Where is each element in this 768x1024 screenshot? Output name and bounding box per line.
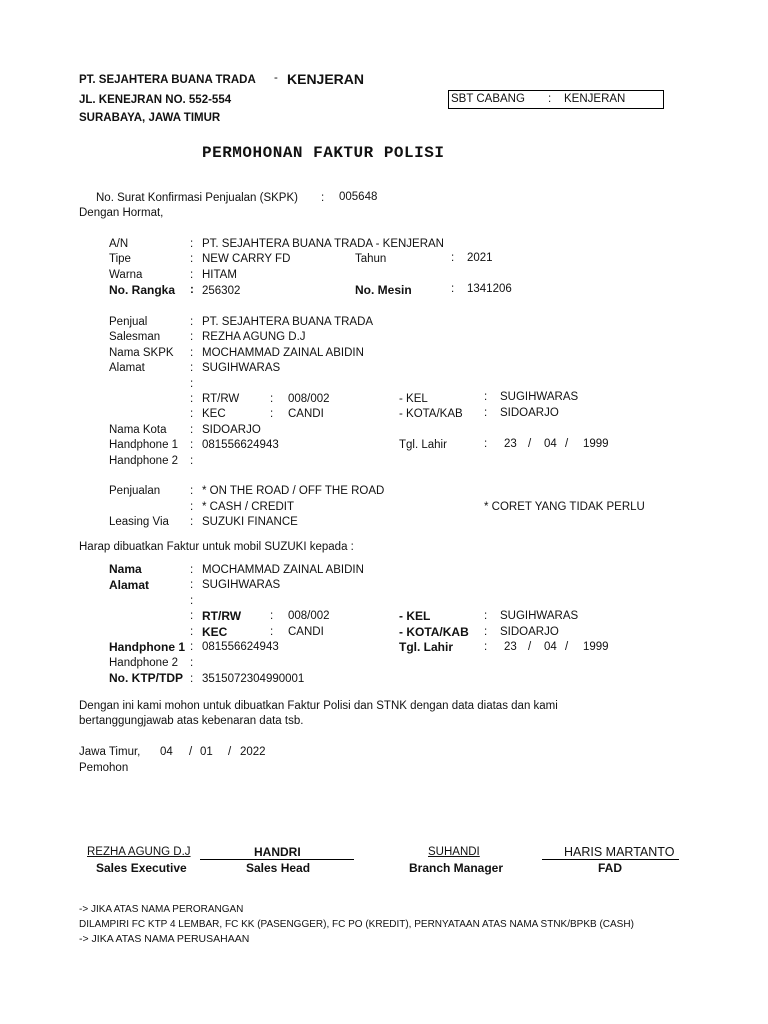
kel-label: - KEL [399, 609, 431, 623]
colon: : [190, 362, 194, 374]
colon: : [190, 641, 194, 653]
date-separator: / [528, 438, 532, 450]
tahun-label: Tahun [355, 253, 387, 265]
ktp-value: 3515072304990001 [202, 673, 305, 685]
nama-label: Nama [109, 562, 142, 576]
greeting: Dengan Hormat, [79, 207, 164, 219]
signature-name-sales-executive: REZHA AGUNG D.J [87, 846, 191, 858]
namakota-value: SIDOARJO [202, 424, 261, 436]
salesman-value: REZHA AGUNG D.J [202, 331, 306, 343]
signature-role-sales-executive: Sales Executive [96, 861, 187, 875]
mesin-label: No. Mesin [355, 283, 412, 297]
warna-value: HITAM [202, 269, 237, 281]
signature-role-sales-head: Sales Head [246, 861, 311, 875]
signature-role-branch-manager: Branch Manager [409, 861, 504, 875]
rtrw-value: 008/002 [288, 610, 330, 622]
alamat-value: SUGIHWARAS [202, 579, 281, 591]
kec-value: CANDI [288, 626, 324, 638]
coret-note: * CORET YANG TIDAK PERLU [484, 501, 645, 513]
penjualan-value2: * CASH / CREDIT [202, 501, 295, 513]
colon: : [190, 269, 194, 281]
colon: : [190, 347, 194, 359]
colon: : [190, 408, 194, 420]
leasing-label: Leasing Via [109, 516, 169, 528]
colon: : [451, 283, 455, 295]
skpk-label: No. Surat Konfirmasi Penjualan (SKPK) [96, 192, 298, 204]
penjual-value: PT. SEJAHTERA BUANA TRADA [202, 316, 374, 328]
signature-line [542, 859, 679, 860]
date-separator: / [565, 641, 569, 653]
kel-value: SUGIHWARAS [500, 610, 579, 622]
date-place: Jawa Timur, [79, 746, 141, 758]
colon: : [190, 501, 194, 513]
page-title: PERMOHONAN FAKTUR POLISI [202, 144, 445, 162]
note-perusahaan: -> JIKA ATAS NAMA PERUSAHAAN [79, 933, 250, 945]
rtrw-label: RT/RW [202, 393, 240, 405]
alamat-value: SUGIHWARAS [202, 362, 281, 374]
header-dash: - [274, 72, 278, 84]
colon: : [190, 284, 194, 296]
date-month: 01 [200, 746, 213, 758]
colon: : [190, 253, 194, 265]
kec-label: KEC [202, 625, 228, 639]
colon: : [484, 610, 488, 622]
signature-name-sales-head: HANDRI [254, 845, 301, 859]
kel-label: - KEL [399, 393, 428, 405]
colon: : [270, 408, 274, 420]
colon: : [190, 657, 194, 669]
skpk-colon: : [321, 192, 325, 204]
date-separator: / [528, 641, 532, 653]
statement-line2: bertanggungjawab atas kebenaran data tsb. [79, 715, 304, 727]
date-separator: / [228, 746, 232, 758]
colon: : [484, 641, 488, 653]
signature-name-fad: HARIS MARTANTO [564, 845, 675, 859]
signature-name-branch-manager: SUHANDI [428, 846, 480, 858]
kota-label: - KOTA/KAB [399, 625, 469, 639]
colon: : [451, 252, 455, 264]
note-lampiran: DILAMPIRI FC KTP 4 LEMBAR, FC KK (PASENGGER), FC PO (KREDIT), PERNYATAAN ATAS NAMA STNK/BPKB (CASH) [79, 919, 634, 930]
skpk-value: 005648 [339, 191, 378, 203]
colon: : [190, 393, 194, 405]
date-separator: / [565, 438, 569, 450]
request-line: Harap dibuatkan Faktur untuk mobil SUZUKI kepada : [79, 541, 354, 553]
statement-line1: Dengan ini kami mohon untuk dibuatkan Faktur Polisi dan STNK dengan data diatas dan kami [79, 700, 558, 712]
date-day: 04 [160, 746, 173, 758]
company-address-line1: JL. KENEJRAN NO. 552-554 [79, 94, 232, 106]
rtrw-label: RT/RW [202, 609, 242, 623]
tgl-day: 23 [504, 438, 517, 450]
rtrw-value: 008/002 [288, 393, 330, 405]
pemohon-label: Pemohon [79, 762, 129, 774]
colon: : [190, 610, 194, 622]
branch-box-colon: : [548, 93, 552, 105]
tahun-value: 2021 [467, 252, 493, 264]
tgl-day: 23 [504, 641, 517, 653]
tgl-lahir-label: Tgl. Lahir [399, 439, 447, 451]
colon: : [190, 485, 194, 497]
hp2-label: Handphone 2 [109, 455, 179, 467]
colon: : [270, 393, 274, 405]
salesman-label: Salesman [109, 331, 161, 343]
penjual-label: Penjual [109, 316, 148, 328]
company-name: PT. SEJAHTERA BUANA TRADA [79, 74, 256, 86]
date-year: 2022 [240, 746, 266, 758]
leasing-value: SUZUKI FINANCE [202, 516, 298, 528]
namakota-label: Nama Kota [109, 424, 167, 436]
an-label: A/N [109, 238, 129, 250]
warna-label: Warna [109, 269, 143, 281]
rangka-label: No. Rangka [109, 283, 176, 297]
colon: : [190, 595, 194, 607]
tipe-value: NEW CARRY FD [202, 253, 291, 265]
signature-role-fad: FAD [598, 861, 622, 875]
colon: : [190, 455, 194, 467]
mesin-value: 1341206 [467, 283, 512, 295]
kec-value: CANDI [288, 408, 324, 420]
kel-value: SUGIHWARAS [500, 391, 579, 403]
colon: : [190, 316, 194, 328]
skpk-name-value: MOCHAMMAD ZAINAL ABIDIN [202, 347, 364, 359]
colon: : [190, 626, 194, 638]
skpk-name-label: Nama SKPK [109, 347, 174, 359]
penjualan-value1: * ON THE ROAD / OFF THE ROAD [202, 485, 385, 497]
branch-name: KENJERAN [287, 71, 365, 87]
tgl-year: 1999 [583, 641, 609, 653]
company-address-line2: SURABAYA, JAWA TIMUR [79, 112, 221, 124]
colon: : [484, 626, 488, 638]
colon: : [190, 564, 194, 576]
kota-value: SIDOARJO [500, 626, 559, 638]
colon: : [270, 626, 274, 638]
penjualan-label: Penjualan [109, 485, 161, 497]
colon: : [270, 610, 274, 622]
alamat-label: Alamat [109, 578, 150, 592]
nama-value: MOCHAMMAD ZAINAL ABIDIN [202, 564, 364, 576]
colon: : [190, 238, 194, 250]
rangka-value: 256302 [202, 285, 241, 297]
colon: : [484, 407, 488, 419]
colon: : [190, 516, 194, 528]
kota-label: - KOTA/KAB [399, 408, 463, 420]
tipe-label: Tipe [109, 253, 131, 265]
colon: : [190, 331, 194, 343]
signature-line [200, 859, 354, 860]
hp1-label: Handphone 1 [109, 439, 179, 451]
branch-box-value: KENJERAN [564, 93, 626, 105]
date-separator: / [189, 746, 193, 758]
kec-label: KEC [202, 408, 226, 420]
colon: : [190, 673, 194, 685]
hp1-label: Handphone 1 [109, 640, 186, 654]
alamat-label: Alamat [109, 362, 145, 374]
an-value: PT. SEJAHTERA BUANA TRADA - KENJERAN [202, 238, 444, 250]
branch-box-label: SBT CABANG [451, 93, 525, 105]
colon: : [190, 424, 194, 436]
tgl-year: 1999 [583, 438, 609, 450]
tgl-lahir-label: Tgl. Lahir [399, 640, 453, 654]
kota-value: SIDOARJO [500, 407, 559, 419]
colon: : [190, 378, 194, 390]
colon: : [484, 391, 488, 403]
colon: : [190, 439, 194, 451]
ktp-label: No. KTP/TDP [109, 671, 183, 685]
note-perorangan: -> JIKA ATAS NAMA PERORANGAN [79, 904, 244, 915]
hp2-label: Handphone 2 [109, 657, 179, 669]
hp1-value: 081556624943 [202, 641, 279, 653]
hp1-value: 081556624943 [202, 439, 279, 451]
colon: : [484, 438, 488, 450]
tgl-month: 04 [544, 438, 557, 450]
colon: : [190, 579, 194, 591]
tgl-month: 04 [544, 641, 557, 653]
